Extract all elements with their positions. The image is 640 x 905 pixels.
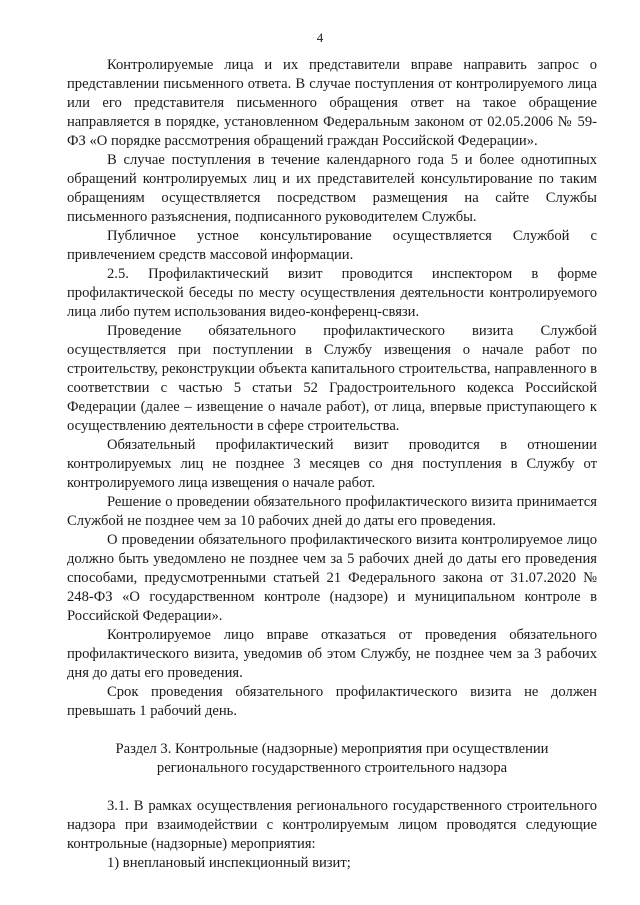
paragraph-mandatory-visit-basis: Проведение обязательного профилактического визита Службой осуществляется при поступлении в Службу извещения о начале работ по строительству, реконструкции объекта капитального строительства, направленного в соответствии с частью 5 статьи 52 Градостроительного кодекса Российской Федерации (далее – извещение о начале работ), от лица, впервые приступающего к осуществлению деятельности в сфере строительства.	[67, 323, 597, 434]
list-item-unscheduled-inspection-visit: 1) внеплановый инспекционный визит;	[107, 855, 351, 871]
paragraph-written-request: Контролируемые лица и их представители вправе направить запрос о представлении письменного ответа. В случае поступления от контролируемого лица или его представителя письменного обращения ответ на такое обращение направляется в порядке, установленном Федеральным законом от 02.05.2006 № 59-ФЗ «О порядке рассмотрения обращений граждан Российской Федерации».	[67, 57, 597, 149]
paragraph-3-1-control-measures: 3.1. В рамках осуществления регионального государственного строительного надзора при взаимодействии с контролируемым лицом проводятся следующие контрольные (надзорные) мероприятия:	[67, 798, 597, 852]
paragraph-2-5-preventive-visit: 2.5. Профилактический визит проводится инспектором в форме профилактической беседы по месту осуществления деятельности контролируемого лица либо путем использования видео-конференц-связи.	[67, 266, 597, 320]
paragraph-visit-duration: Срок проведения обязательного профилактического визита не должен превышать 1 рабочий день.	[67, 684, 597, 719]
page-number: 4	[316, 30, 324, 45]
paragraph-visit-refusal: Контролируемое лицо вправе отказаться от проведения обязательного профилактического визита, уведомив об этом Службу, не позднее чем за 3 рабочих дня до даты его проведения.	[67, 627, 597, 681]
paragraph-mandatory-visit-term: Обязательный профилактический визит проводится в отношении контролируемых лиц не позднее 3 месяцев со дня поступления в Службу от контролируемого лица извещения о начале работ.	[67, 437, 597, 491]
paragraph-repeated-requests: В случае поступления в течение календарного года 5 и более однотипных обращений контролируемых лиц и их представителей консультирование по таким обращениям осуществляется посредством размещения на сайте Службы письменного разъяснения, подписанного руководителем Службы.	[67, 152, 597, 225]
paragraph-visit-notification: О проведении обязательного профилактического визита контролируемое лицо должно быть уведомлено не позднее чем за 5 рабочих дней до даты его проведения способами, предусмотренными статьей 21 Федерального закона от 31.07.2020 № 248-ФЗ «О государственном контроле (надзоре) и муниципальном контроле в Российской Федерации».	[67, 532, 597, 624]
paragraph-visit-decision: Решение о проведении обязательного профилактического визита принимается Службой не позднее чем за 10 рабочих дней до даты его проведения.	[67, 494, 597, 529]
paragraph-public-consulting: Публичное устное консультирование осуществляется Службой с привлечением средств массовой информации.	[67, 228, 597, 263]
section-3-heading: Раздел 3. Контрольные (надзорные) мероприятия при осуществлении регионального государственного строительного надзора	[115, 741, 549, 776]
document-body	[67, 56, 597, 873]
